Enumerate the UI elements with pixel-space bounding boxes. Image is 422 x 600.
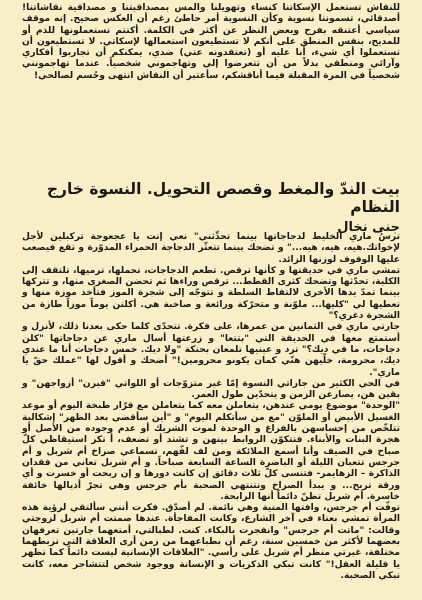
article-header [22, 180, 400, 236]
intro-section [22, 3, 400, 82]
body-paragraph-2: تمشي ماري في حديقتها و كأنها ترقص. تطعم الدجاجات، تحملها، ترميها، تلتقف إلى الكلية، تحدّثها وتضحك كثرى القطط... ترقص وراءها ثم تحضن الصغرى منها، و تتركها بينما تمدّ يدها الأخرى لالتقاط السلطة و تتوجّه إلى شجرة الموز فتأخذ موزة منها و تعطيها لي "كليها... ملوّنة و متحرّكة ورائعة و صاخبة هي. أكلتن يوماً موزاً طازة من الشجرة دغري؟" [22, 265, 400, 322]
article-author: جنى نخال [337, 220, 400, 235]
body-paragraph-4: في الحي الكثير من جاراتي النسوة إمّا غير متزوّجات أو اللواتي "قبرن" أزواجهن" و بقين هن، يصارعن الزمن و يتحدّين طول العمر. [22, 378, 400, 401]
body-paragraph-6: توفّت أم جرجس، وافتها المنية وهي نائمة. لم أصدّق. فكرت أنني سألتقي لرؤية هذه المرأة تمشي بعناء في آخر الشارع، وكانت المفاجأة. عندها صمتت أم شربل لزوجتي وقالت: "ماتت أم جرجس" وانفجرت بالبكاء. كنت. لطبالتي، أمتعهما جارتين تعرفهان بعضهما لأكثر من خمسين سنة، رغم أن بطباعهما من زمن أرى العلاقة التي تربطهما مختلفة، غيرتي منظر أم شربل على رأسي. "العلاقات الإنسانية ليست دائماً كما تظهر يا قليلة العقل!" كانت تبكي الذكريات و الإنسانة ووجود شخص لتتشاجر معه، كانت تبكي الصحبة. [22, 503, 400, 581]
body-paragraph-5: "الوحدة" موضوع يومي عندهن، يتعاملن معه كما يتعاملن مع قرّار طبخة اليوم أو موعد الغسيل الأبيض أو الملوّن "مع من سأتكلم اليوم" و "أين سأقضي بعد الظهر" إشكالية تتلخّص من إحساسهن بالفراغ و الوحدة لموت الشريك أو عدم وجوده من الأصل أو هجرة البنات والأبناء. فتتكوّن الروابط بينهن و تشتد أو تضعف، أ تكر استيقاظي كلّ صباح في الصيف وأنا أسمع الملائكة ومن لف لفّهم، تسماعي صراخ أم شربل و أم جرجس تتعبان الليلة أو الباضرة الساعة السابعة صباحاً. و أم شربل تعاني من فقدان الذاكرة – الزهايمر- فتنسى كلّ ثلاث دقائق إن كانت دورها و إن ربحت أو خسرت و أي ورقة تربح... و يبدأ الصراخ ونتنتهي الصحبة بأم جرجس وهي تجرّ أذيالها خائفة خاسرة. أم شربل تظنّ دائماً أنها الرابحة. [22, 401, 400, 502]
article-title: بيت الندّ والمغط وقصص التحويل. النسوة خارج النظام [46, 180, 400, 216]
body-paragraph-3: جارتي ماري في الثمانين من عمرها، على فكرة. تتحدّى كلما حكى بعدنا ذلك، لأنزل و أستمتع معها في الحديقة التي "بتتعا" و زرعتها أسال ماري عن دجاجاتها "كلن دجاجات، ما في ديك؟" ترد و عينيها تلمعان بحنكة "ولا ديك. خمس دجاجات أنا ما عندي ديك، محرومة، خلّيهن هنّي كمان يكونو محرومين!" أضحك و أقول لها "عملك حقّ يا ماري". [22, 322, 400, 378]
body-paragraph-1: ترسُ ماري الخليط لدجاجاتها بينما تحدِّثني" نعي إنت يا عجعوجة تركبلين لأجل لإخواتك.هيه، هيه، هيه..." و تضحك بينما تتعثّر الدجاجة الحمراء المدوّرة و تقع فيصعب عليها الوقوف لوزنها الزائد. [22, 232, 400, 265]
article-body [22, 232, 400, 582]
intro-paragraph: للنقاش تستعمل الإسكاتنا كنساء وتهويلنا والمس بمصداقيتنا و مصداقية نقاشاتنا! أصدقائي، تسموننا نسوية وكأن النسوية أمر حاطئ رغم أن العكس صحيح. إنه موقف سياسي أعتنقه بفرح وبعض النظر عن أكثر في الكلمة. أكتتم تستعملونها للذم أو للمديح، بنفس المنطق على أنكم لا تستطيعون استعمالها لإسكاتي. لا تستطيعون أن تستعملوا أي شيء، أنا عليه أو (تعتقدونه عني) ضدي، يمكنكم أن تجاربوا أفكاري وآرائي ومنطقي بدلاً من أن تتعرضوا إلي وتهاجموني شخصياً. عندما تهاجمونني شخصياً في المرة المقبلة فيما أناقشكم، سأعتبر أن النقاش انتهى وحُسم لصالحي! [22, 3, 400, 81]
